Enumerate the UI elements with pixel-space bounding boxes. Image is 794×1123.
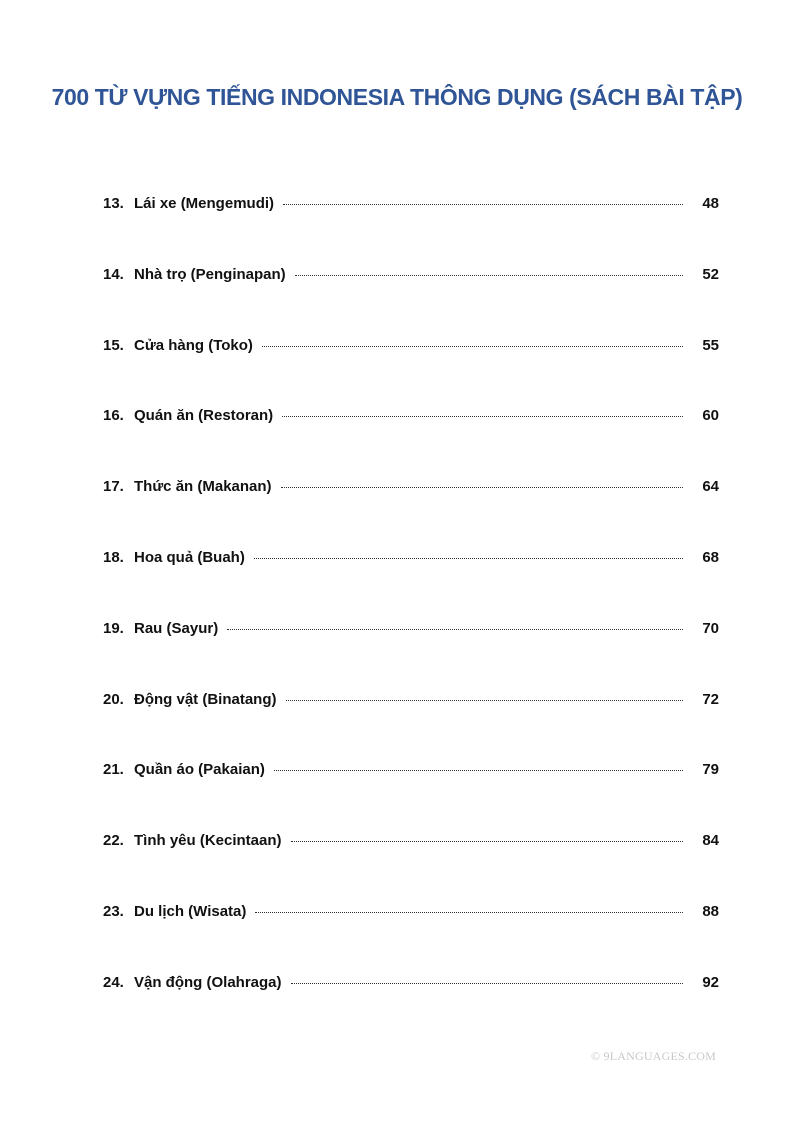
toc-entry-number: 24.: [103, 973, 124, 991]
dot-leader: [254, 558, 683, 559]
toc-entry-number: 21.: [103, 761, 124, 779]
toc-entry[interactable]: [103, 399, 719, 470]
toc-entry[interactable]: [103, 612, 719, 683]
toc-entry-number: 13.: [103, 195, 124, 212]
toc-entry-label[interactable]: Thức ăn (Makanan): [134, 478, 272, 496]
dot-leader: [282, 416, 683, 417]
dot-leader: [274, 770, 683, 771]
toc-entry-label[interactable]: Quần áo (Pakaian): [134, 761, 265, 779]
toc-entry-number: 18.: [103, 548, 124, 566]
toc-entry-page[interactable]: 64: [702, 478, 719, 496]
document-title: 700 TỪ VỰNG TIẾNG INDONESIA THÔNG DỤNG (SÁCH BÀI TẬP): [51, 84, 743, 110]
toc-entry[interactable]: [103, 966, 719, 1037]
toc-entry-page[interactable]: 52: [702, 265, 719, 283]
toc-entry-label[interactable]: Tình yêu (Kecintaan): [134, 832, 282, 850]
toc-entry-page[interactable]: 79: [702, 761, 719, 779]
dot-leader: [291, 841, 683, 842]
toc-entry-page[interactable]: 84: [702, 832, 719, 850]
toc-entry-number: 23.: [103, 902, 124, 920]
toc-entry-number: 14.: [103, 265, 124, 283]
toc-entry[interactable]: [103, 895, 719, 966]
dot-leader: [291, 983, 683, 984]
dot-leader: [255, 912, 683, 913]
toc-entry-label[interactable]: Vận động (Olahraga): [134, 973, 282, 991]
dot-leader: [227, 629, 683, 630]
toc-entry-number: 15.: [103, 336, 124, 354]
toc-entry-page[interactable]: 55: [702, 336, 719, 354]
toc-entry[interactable]: [103, 329, 719, 400]
dot-leader: [281, 487, 683, 488]
toc-entry-number: 17.: [103, 478, 124, 496]
copyright-watermark: © 9LANGUAGES.COM: [591, 1049, 716, 1063]
toc-entry-page[interactable]: 48: [702, 195, 719, 212]
toc-entry-label[interactable]: Nhà trọ (Penginapan): [134, 265, 286, 283]
toc-entry[interactable]: [103, 683, 719, 754]
dot-leader: [262, 346, 683, 347]
dot-leader: [286, 700, 684, 701]
toc-entry-label[interactable]: Cửa hàng (Toko): [134, 336, 253, 354]
toc-entry[interactable]: [103, 541, 719, 612]
toc-entry[interactable]: [103, 258, 719, 329]
toc-entry-page[interactable]: 70: [702, 619, 719, 637]
toc-entry-label[interactable]: Lái xe (Mengemudi): [134, 195, 275, 212]
toc-entry-number: 22.: [103, 832, 124, 850]
toc-entry[interactable]: [103, 187, 719, 258]
toc-entry-label[interactable]: Hoa quả (Buah): [134, 548, 245, 566]
toc-entry-page[interactable]: 88: [702, 902, 719, 920]
toc-entry-page[interactable]: 72: [702, 690, 719, 708]
table-of-contents: [103, 187, 719, 1037]
toc-entry-label[interactable]: Rau (Sayur): [134, 619, 219, 637]
toc-entry-page[interactable]: 92: [702, 973, 719, 991]
toc-entry-number: 16.: [103, 407, 124, 425]
dot-leader: [295, 275, 683, 276]
toc-entry[interactable]: [103, 824, 719, 895]
toc-entry-page[interactable]: 60: [702, 407, 719, 425]
toc-entry-page[interactable]: 68: [702, 548, 719, 566]
toc-entry[interactable]: [103, 470, 719, 541]
dot-leader: [283, 204, 683, 205]
toc-entry-label[interactable]: Quán ăn (Restoran): [134, 407, 274, 425]
toc-entry-label[interactable]: Động vật (Binatang): [134, 690, 277, 708]
toc-entry-number: 20.: [103, 690, 124, 708]
toc-entry[interactable]: [103, 753, 719, 824]
toc-entry-number: 19.: [103, 619, 124, 637]
toc-entry-label[interactable]: Du lịch (Wisata): [134, 902, 247, 920]
